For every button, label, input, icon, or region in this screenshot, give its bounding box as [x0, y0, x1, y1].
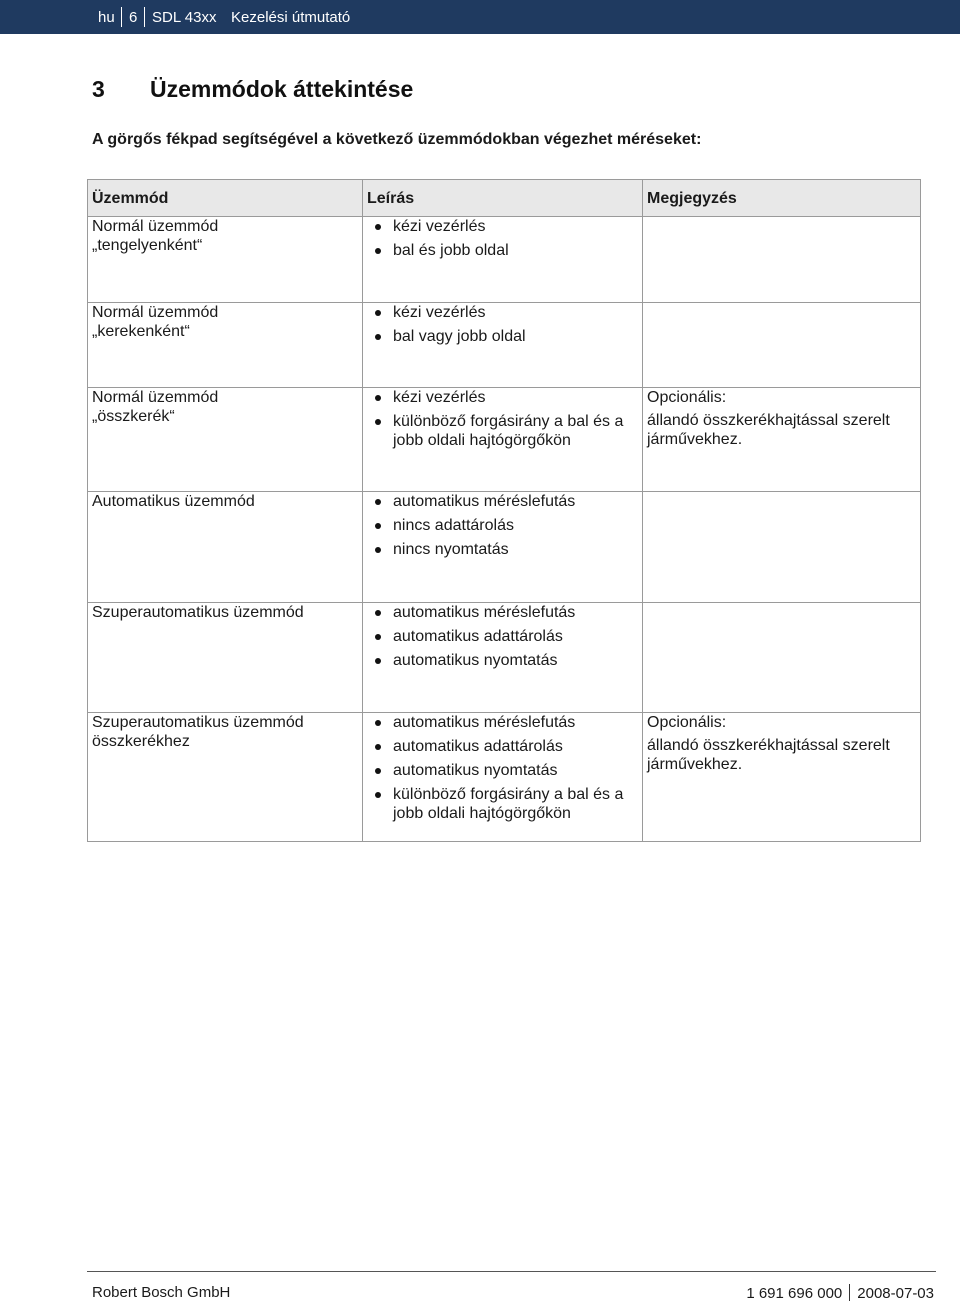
description-list: [367, 603, 638, 670]
list-item: [367, 627, 638, 646]
note-cell: [643, 492, 921, 603]
list-item-text: kézi vezérlés: [393, 218, 486, 235]
list-item-text: nincs adattárolás: [393, 517, 514, 534]
bullet-icon: [375, 720, 381, 726]
list-item: [367, 388, 638, 407]
list-item-text: különböző forgásirány a bal és a jobb oldali hajtógörgőkön: [393, 413, 624, 449]
list-item-text: kézi vezérlés: [393, 304, 486, 321]
list-item: [367, 713, 638, 732]
bullet-icon: [375, 792, 381, 798]
description-cell: [363, 492, 643, 603]
mode-name-line: „kerekenként“: [92, 323, 190, 340]
note-text: állandó összkerékhajtással szerelt járművekhez.: [647, 737, 890, 773]
mode-name-line: Normál üzemmód: [92, 218, 219, 235]
description-cell: [363, 603, 643, 713]
mode-name-line: Szuperautomatikus üzemmód: [92, 604, 304, 621]
list-item: [367, 516, 638, 535]
table-row: [88, 303, 921, 388]
list-item-text: automatikus nyomtatás: [393, 762, 558, 779]
note-cell: [643, 217, 921, 303]
list-item: [367, 217, 638, 236]
list-item-text: különböző forgásirány a bal és a jobb oldali hajtógörgőkön: [393, 786, 624, 822]
bullet-icon: [375, 768, 381, 774]
bullet-icon: [375, 658, 381, 664]
mode-name-line: „tengelyenként“: [92, 237, 203, 254]
note-text: állandó összkerékhajtással szerelt járművekhez.: [647, 412, 890, 448]
bullet-icon: [375, 310, 381, 316]
bullet-icon: [375, 419, 381, 425]
list-item-text: automatikus adattárolás: [393, 738, 563, 755]
header-lang: hu: [98, 9, 115, 26]
mode-cell: [88, 303, 363, 388]
note-title: Opcionális:: [647, 389, 727, 406]
bullet-icon: [375, 395, 381, 401]
mode-cell: [88, 388, 363, 492]
modes-table: [87, 179, 921, 842]
table-row: [88, 603, 921, 713]
mode-cell: [88, 603, 363, 713]
description-list: [367, 303, 638, 346]
header-separator: [121, 7, 122, 27]
list-item-text: kézi vezérlés: [393, 389, 486, 406]
description-cell: [363, 388, 643, 492]
list-item: [367, 651, 638, 670]
table-row: [88, 713, 921, 842]
mode-name-line: Automatikus üzemmód: [92, 493, 255, 510]
mode-name-line: Normál üzemmód: [92, 389, 219, 406]
note-cell: [643, 603, 921, 713]
list-item: [367, 241, 638, 260]
list-item: [367, 761, 638, 780]
bullet-icon: [375, 224, 381, 230]
list-item-text: automatikus méréslefutás: [393, 714, 576, 731]
note-cell: [643, 303, 921, 388]
header-bar: [0, 0, 960, 34]
note-cell: [643, 388, 921, 492]
list-item-text: automatikus méréslefutás: [393, 604, 576, 621]
description-list: [367, 217, 638, 260]
bullet-icon: [375, 610, 381, 616]
footer-date: 2008-07-03: [857, 1285, 934, 1302]
footer-divider: [87, 1271, 936, 1272]
intro-text: A görgős fékpad segítségével a következő üzemmódokban végezhet méréseket:: [92, 131, 702, 148]
bullet-icon: [375, 248, 381, 254]
footer-doc-info: [746, 1284, 934, 1302]
footer-company: Robert Bosch GmbH: [92, 1284, 231, 1301]
table-row: [88, 217, 921, 303]
header-product: SDL 43xx: [152, 9, 217, 26]
mode-cell: [88, 217, 363, 303]
list-item-text: nincs nyomtatás: [393, 541, 509, 558]
list-item-text: automatikus nyomtatás: [393, 652, 558, 669]
footer-separator: [849, 1284, 850, 1301]
bullet-icon: [375, 744, 381, 750]
column-header-note: Megjegyzés: [643, 180, 921, 217]
bullet-icon: [375, 547, 381, 553]
bullet-icon: [375, 523, 381, 529]
note-title: Opcionális:: [647, 714, 727, 731]
bullet-icon: [375, 499, 381, 505]
description-list: [367, 492, 638, 559]
header-page-number: 6: [129, 9, 138, 26]
column-header-description: Leírás: [363, 180, 643, 217]
mode-name-line: Normál üzemmód: [92, 304, 219, 321]
mode-name-line: „összkerék“: [92, 408, 175, 425]
list-item: [367, 492, 638, 511]
header-doc-title: Kezelési útmutató: [231, 9, 351, 26]
description-list: [367, 713, 638, 823]
column-header-mode: Üzemmód: [88, 180, 363, 217]
mode-cell: [88, 492, 363, 603]
mode-name-line: Szuperautomatikus üzemmód összkerékhez: [92, 714, 304, 750]
list-item-text: bal vagy jobb oldal: [393, 328, 526, 345]
table-row: [88, 388, 921, 492]
list-item-text: bal és jobb oldal: [393, 242, 509, 259]
bullet-icon: [375, 334, 381, 340]
description-cell: [363, 303, 643, 388]
list-item: [367, 540, 638, 559]
list-item: [367, 785, 638, 823]
section-title: Üzemmódok áttekintése: [150, 76, 414, 102]
list-item: [367, 603, 638, 622]
description-list: [367, 388, 638, 450]
description-cell: [363, 713, 643, 842]
list-item: [367, 737, 638, 756]
list-item: [367, 412, 638, 450]
table-row: [88, 492, 921, 603]
section-number: 3: [92, 76, 105, 102]
list-item-text: automatikus méréslefutás: [393, 493, 576, 510]
bullet-icon: [375, 634, 381, 640]
note-cell: [643, 713, 921, 842]
list-item: [367, 327, 638, 346]
description-cell: [363, 217, 643, 303]
mode-cell: [88, 713, 363, 842]
list-item: [367, 303, 638, 322]
list-item-text: automatikus adattárolás: [393, 628, 563, 645]
header-separator: [144, 7, 145, 27]
footer-doc-number: 1 691 696 000: [746, 1285, 843, 1302]
table-header-row: [88, 180, 921, 217]
